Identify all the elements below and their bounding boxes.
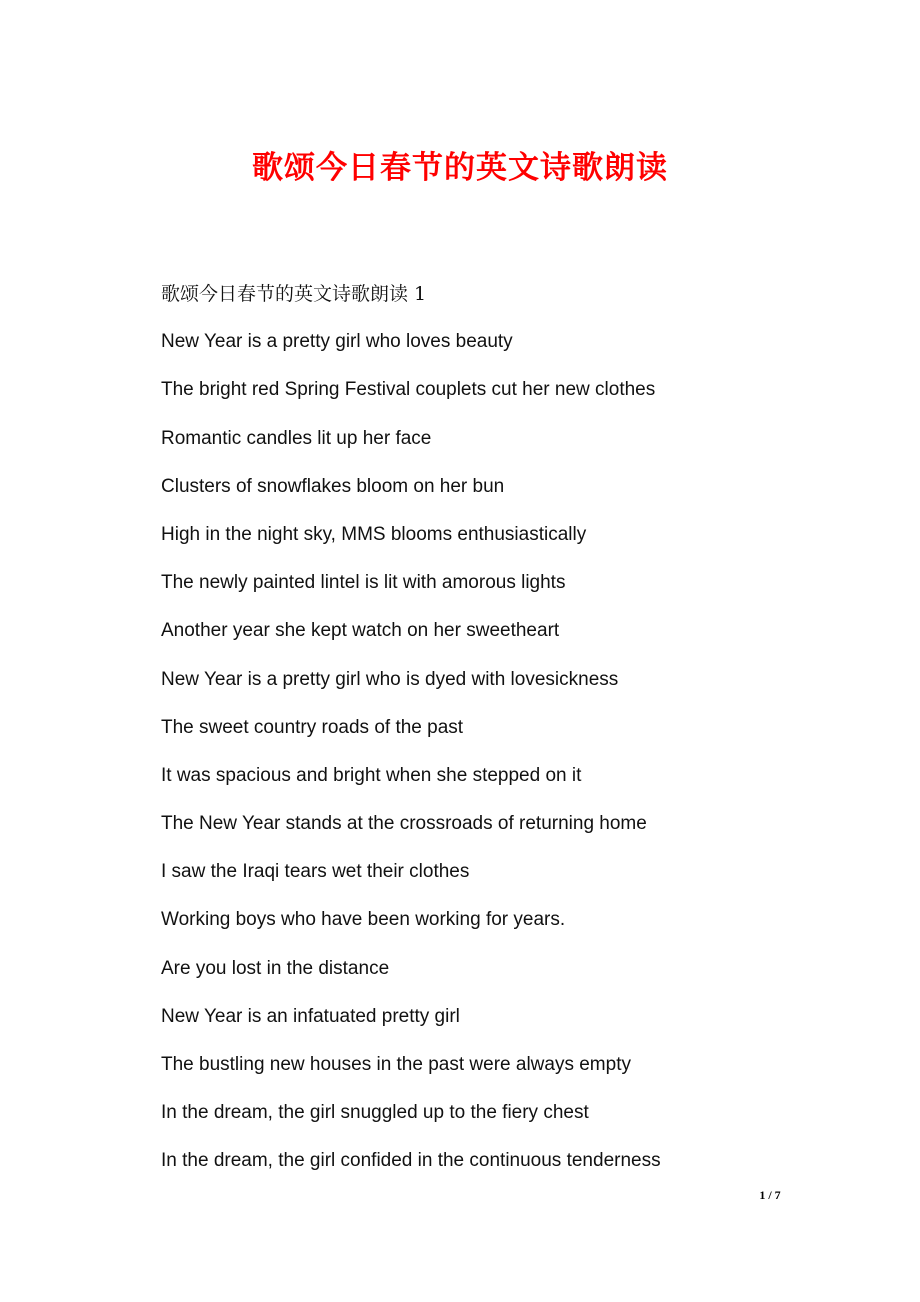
poem-line: Working boys who have been working for years. bbox=[161, 909, 566, 931]
poem-line: Another year she kept watch on her sweetheart bbox=[161, 620, 560, 642]
poem-line: Romantic candles lit up her face bbox=[161, 427, 432, 449]
poem-line: The newly painted lintel is lit with amorous lights bbox=[161, 572, 566, 594]
poem-line: New Year is a pretty girl who loves beauty bbox=[161, 331, 513, 353]
page-title: 歌颂今日春节的英文诗歌朗读 bbox=[252, 150, 668, 186]
poem-line: The bustling new houses in the past were always empty bbox=[161, 1054, 631, 1075]
poem-line: The New Year stands at the crossroads of returning home bbox=[161, 813, 647, 835]
poem-line: Are you lost in the distance bbox=[161, 957, 390, 979]
poem-line: The sweet country roads of the past bbox=[161, 716, 464, 738]
poem-line: Clusters of snowflakes bloom on her bun bbox=[161, 475, 505, 497]
poem-body bbox=[161, 270, 841, 1186]
page-number: 1 / 7 bbox=[759, 1188, 781, 1202]
poem-line: New Year is a pretty girl who is dyed with lovesickness bbox=[161, 668, 619, 690]
poem-line: I saw the Iraqi tears wet their clothes bbox=[161, 861, 470, 883]
poem-line: High in the night sky, MMS blooms enthusiastically bbox=[161, 523, 587, 545]
poem-line: In the dream, the girl confided in the continuous tenderness bbox=[161, 1150, 661, 1172]
poem-line: New Year is an infatuated pretty girl bbox=[161, 1005, 460, 1027]
poem-line: The bright red Spring Festival couplets cut her new clothes bbox=[161, 379, 656, 401]
section-heading: 歌颂今日春节的英文诗歌朗读 1 bbox=[161, 283, 427, 305]
poem-line: It was spacious and bright when she stepped on it bbox=[161, 764, 582, 786]
poem-line: In the dream, the girl snuggled up to the fiery chest bbox=[161, 1102, 589, 1124]
